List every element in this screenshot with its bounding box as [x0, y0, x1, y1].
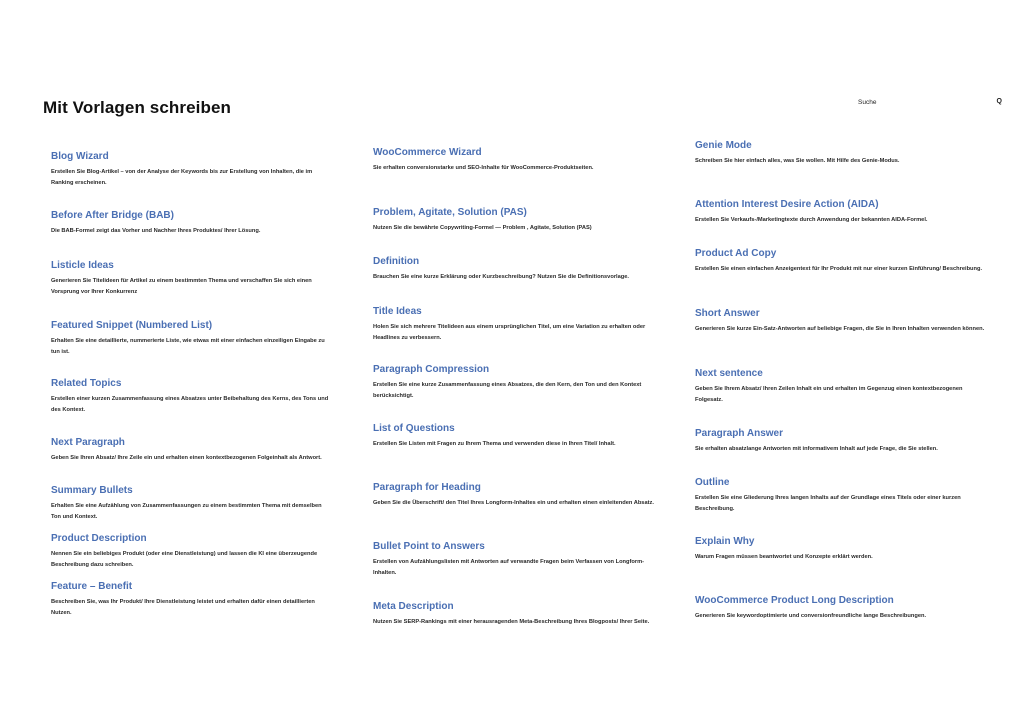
template-title[interactable]: Next sentence [695, 368, 763, 379]
template-description: Nutzen Sie SERP-Rankings mit einer herausragenden Meta-Beschreibung Ihres Blogposts/ Ihrer Seite. [373, 619, 650, 625]
template-card-related-topics[interactable] [51, 378, 333, 415]
template-card-next-paragraph[interactable] [51, 437, 333, 464]
template-title[interactable]: List of Questions [373, 423, 455, 434]
template-title[interactable]: Outline [695, 477, 730, 488]
template-title[interactable]: Title Ideas [373, 306, 422, 317]
template-card-summary-bullets[interactable] [51, 485, 333, 522]
template-card-title-ideas[interactable] [373, 306, 655, 343]
template-title[interactable]: Problem, Agitate, Solution (PAS) [373, 207, 527, 218]
template-title[interactable]: Genie Mode [695, 140, 752, 151]
template-description: Erstellen Sie eine kurze Zusammenfassung eines Absatzes, die den Kern, den Ton und den Kontext berücksichtigt. [373, 382, 642, 399]
search-input[interactable]: Suche [858, 99, 877, 106]
template-card-featured-snippet[interactable] [51, 320, 333, 357]
template-description: Nennen Sie ein beliebiges Produkt (oder eine Dienstleistung) und lassen die KI eine überzeugende Beschreibung dazu schreiben. [51, 551, 318, 568]
template-description: Sie erhalten conversionstarke und SEO-Inhalte für WooCommerce-Produktseiten. [373, 165, 594, 171]
template-title[interactable]: Paragraph Answer [695, 428, 783, 439]
template-card-pas[interactable] [373, 207, 655, 234]
template-description: Erstellen Sie Blog-Artikel – von der Analyse der Keywords bis zur Erstellung von Inhalten, die im Ranking erscheinen. [51, 169, 313, 186]
template-title[interactable]: Summary Bullets [51, 485, 133, 496]
template-title[interactable]: Next Paragraph [51, 437, 125, 448]
template-description: Holen Sie sich mehrere Titelideen aus einem ursprünglichen Titel, um eine Variation zu erhalten oder Headlines zu verbessern. [373, 324, 646, 341]
page-title: Mit Vorlagen schreiben [43, 98, 231, 117]
template-description: Beschreiben Sie, was Ihr Produkt/ Ihre Dienstleistung leistet und erhalten dafür einen detaillierten Nutzen. [51, 599, 315, 616]
template-description: Warum Fragen müssen beantwortet und Konzepte erklärt werden. [695, 554, 873, 560]
template-title[interactable]: Product Description [51, 533, 147, 544]
template-title[interactable]: Related Topics [51, 378, 122, 389]
template-card-listicle-ideas[interactable] [51, 260, 333, 297]
template-description: Erstellen einer kurzen Zusammenfassung eines Absatzes unter Beibehaltung des Kerns, des Tons und des Kontext. [51, 396, 329, 413]
template-title[interactable]: Attention Interest Desire Action (AIDA) [695, 199, 879, 210]
template-card-paragraph-answer[interactable] [695, 428, 990, 455]
search-box[interactable] [858, 99, 1002, 111]
template-title[interactable]: Paragraph for Heading [373, 482, 481, 493]
template-card-aida[interactable] [695, 199, 990, 226]
template-title[interactable]: Definition [373, 256, 420, 267]
template-title[interactable]: Paragraph Compression [373, 364, 490, 375]
template-card-outline[interactable] [695, 477, 990, 514]
template-title[interactable]: Short Answer [695, 308, 760, 319]
template-card-genie-mode[interactable] [695, 140, 990, 167]
template-description: Generieren Sie Titelideen für Artikel zu einem bestimmten Thema und verschaffen Sie sich einen Vorsprung vor Ihrer Konkurrenz [51, 278, 312, 295]
template-title[interactable]: Blog Wizard [51, 151, 109, 162]
template-description: Erstellen von Aufzählungslisten mit Antworten auf verwandte Fragen beim Verfassen von Longform-Inhalten. [373, 559, 645, 576]
template-card-product-ad-copy[interactable] [695, 248, 990, 275]
template-title[interactable]: Meta Description [373, 601, 454, 612]
template-description: Erstellen Sie Listen mit Fragen zu Ihrem Thema und verwenden diese in Ihren Titel/ Inhalt. [373, 441, 616, 447]
template-description: Schreiben Sie hier einfach alles, was Sie wollen. Mit Hilfe des Genie-Modus. [695, 158, 900, 164]
template-description: Geben Sie Ihren Absatz/ Ihre Zeile ein und erhalten einen kontextbezogenen Folgeinhalt als Antwort. [51, 455, 322, 461]
template-title[interactable]: Product Ad Copy [695, 248, 777, 259]
template-card-bullet-point-to-answers[interactable] [373, 541, 655, 578]
template-card-feature-benefit[interactable] [51, 581, 333, 618]
template-description: Nutzen Sie die bewährte Copywriting-Formel — Problem , Agitate, Solution (PAS) [373, 225, 592, 231]
template-description: Erstellen Sie eine Gliederung Ihres langen Inhalts auf der Grundlage eines Titels oder einer kurzen Beschreibung. [695, 495, 961, 512]
template-title[interactable]: Explain Why [695, 536, 755, 547]
search-icon[interactable]: Q [996, 98, 1002, 105]
template-card-woocommerce-long-description[interactable] [695, 595, 990, 622]
template-card-list-of-questions[interactable] [373, 423, 655, 450]
template-description: Die BAB-Formel zeigt das Vorher und Nachher Ihres Produktes/ Ihrer Lösung. [51, 228, 261, 234]
template-title[interactable]: WooCommerce Product Long Description [695, 595, 894, 606]
template-card-next-sentence[interactable] [695, 368, 990, 405]
template-description: Erhalten Sie eine detaillierte, nummerierte Liste, wie etwas mit einer einfachen einzeiligen Eingabe zu tun ist. [51, 338, 325, 355]
template-title[interactable]: Bullet Point to Answers [373, 541, 485, 552]
template-description: Erstellen Sie Verkaufs-/Marketingtexte durch Anwendung der bekannten AIDA-Formel. [695, 217, 928, 223]
template-card-short-answer[interactable] [695, 308, 990, 335]
template-description: Erstellen Sie einen einfachen Anzeigentext für Ihr Produkt mit nur einer kurzen Einführung/ Beschreibung. [695, 266, 983, 272]
template-title[interactable]: Featured Snippet (Numbered List) [51, 320, 213, 331]
template-description: Erhalten Sie eine Aufzählung von Zusammenfassungen zu einem bestimmten Thema mit demselben Ton und Kontext. [51, 503, 322, 520]
template-card-meta-description[interactable] [373, 601, 655, 628]
template-card-blog-wizard[interactable] [51, 151, 333, 188]
template-description: Generieren Sie kurze Ein-Satz-Antworten auf beliebige Fragen, die Sie in Ihren Inhalten verwenden können. [695, 326, 985, 332]
template-title[interactable]: Listicle Ideas [51, 260, 114, 271]
template-description: Geben Sie Ihrem Absatz/ Ihren Zeilen Inhalt ein und erhalten im Gegenzug einen kontextbezogenen Folgesatz. [695, 386, 963, 403]
template-description: Brauchen Sie eine kurze Erklärung oder Kurzbeschreibung? Nutzen Sie die Definitionsvorlage. [373, 274, 629, 280]
template-card-woocommerce-wizard[interactable] [373, 147, 655, 174]
template-card-paragraph-compression[interactable] [373, 364, 655, 401]
template-card-paragraph-for-heading[interactable] [373, 482, 655, 509]
template-title[interactable]: Before After Bridge (BAB) [51, 210, 174, 221]
template-card-product-description[interactable] [51, 533, 333, 570]
template-description: Geben Sie die Überschrift/ den Titel Ihres Longform-Inhaltes ein und erhalten einen einleitenden Absatz. [373, 500, 654, 506]
template-card-explain-why[interactable] [695, 536, 990, 563]
template-card-bab[interactable] [51, 210, 333, 237]
template-card-definition[interactable] [373, 256, 655, 283]
template-description: Sie erhalten absatzlange Antworten mit informativem Inhalt auf jede Frage, die Sie stellen. [695, 446, 938, 452]
template-title[interactable]: WooCommerce Wizard [373, 147, 482, 158]
template-title[interactable]: Feature – Benefit [51, 581, 133, 592]
template-description: Generieren Sie keywordoptimierte und conversionfreundliche lange Beschreibungen. [695, 613, 927, 619]
